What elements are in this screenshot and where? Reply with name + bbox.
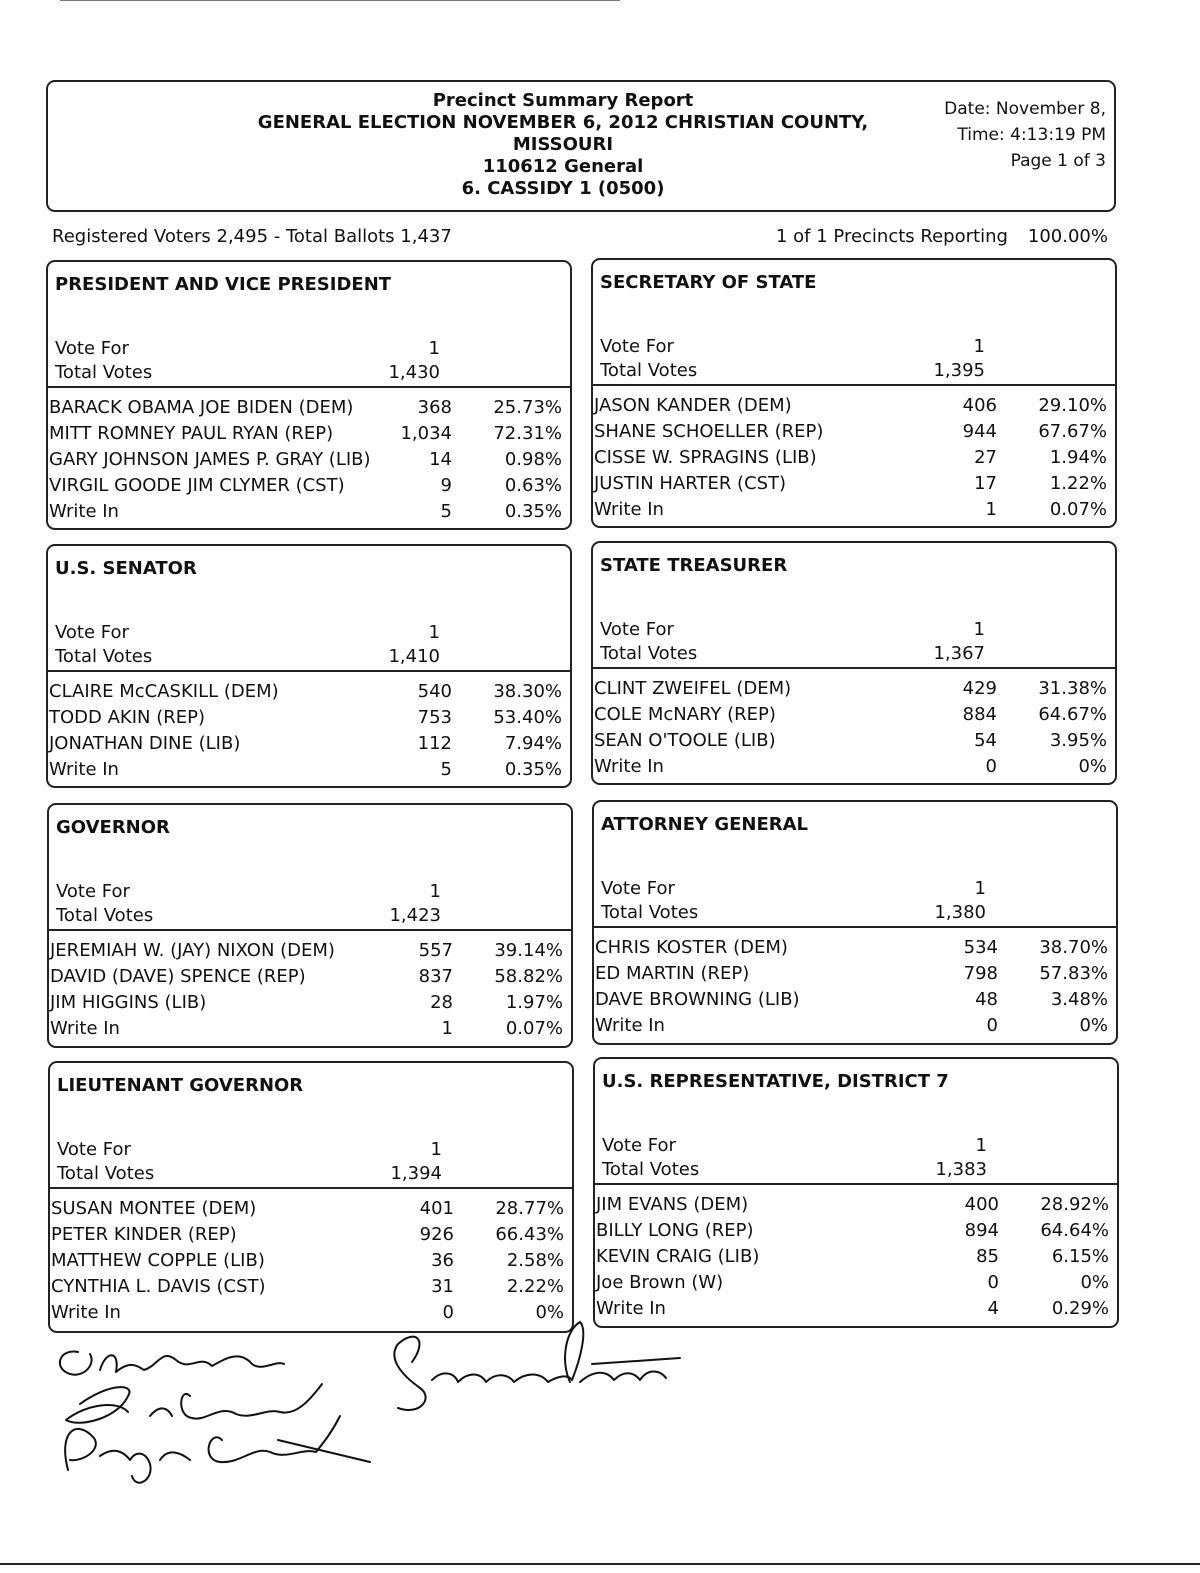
- vote-for-label: Vote For: [600, 619, 674, 640]
- candidate-percent: 0.63%: [504, 475, 562, 496]
- candidate-row: [48, 395, 562, 421]
- scan-edge-line: [60, 0, 620, 1]
- candidate-list: [48, 395, 562, 525]
- candidate-votes: 884: [962, 704, 997, 725]
- vote-for-value: 1: [974, 878, 986, 899]
- vote-for-row: [602, 1134, 987, 1158]
- race-box: [48, 1061, 574, 1333]
- candidate-name: JASON KANDER (DEM): [594, 395, 792, 416]
- candidate-votes: 5: [440, 501, 452, 522]
- signature-marks: [40, 1320, 740, 1520]
- candidate-name: SHANE SCHOELLER (REP): [594, 421, 824, 442]
- total-votes-label: Total Votes: [601, 902, 699, 923]
- vote-for-row: [56, 880, 441, 904]
- total-votes-label: Total Votes: [600, 643, 698, 664]
- candidate-row: [594, 935, 1108, 961]
- race-divider: [48, 670, 570, 672]
- candidate-votes: 1: [985, 499, 997, 520]
- candidate-list: [595, 1192, 1109, 1322]
- total-votes-row: [600, 642, 985, 666]
- report-date: Date: November 8,: [944, 99, 1106, 119]
- report-title: Precinct Summary Report: [432, 90, 694, 111]
- total-votes-value: 1,430: [388, 362, 440, 383]
- candidate-votes: 0: [987, 1272, 999, 1293]
- vote-for-label: Vote For: [600, 336, 674, 357]
- candidate-name: Write In: [595, 1015, 665, 1036]
- total-votes-value: 1,423: [389, 905, 441, 926]
- candidate-name: TODD AKIN (REP): [49, 707, 205, 728]
- race-title: LIEUTENANT GOVERNOR: [57, 1075, 304, 1096]
- total-votes-value: 1,394: [390, 1163, 442, 1184]
- candidate-votes: 400: [964, 1194, 999, 1215]
- candidate-percent: 64.64%: [1040, 1220, 1109, 1241]
- candidate-votes: 54: [974, 730, 997, 751]
- candidate-row: [50, 1222, 564, 1248]
- election-name: GENERAL ELECTION NOVEMBER 6, 2012 CHRISTIAN COUNTY,: [257, 112, 869, 133]
- report-title-block: [188, 90, 938, 200]
- candidate-percent: 0%: [535, 1302, 564, 1323]
- candidate-percent: 0.07%: [505, 1018, 563, 1039]
- race-box: [46, 544, 572, 788]
- total-votes-row: [600, 359, 985, 383]
- candidate-percent: 2.22%: [506, 1276, 564, 1297]
- candidate-row: [49, 964, 563, 990]
- candidate-row: [594, 987, 1108, 1013]
- vote-for-row: [55, 337, 440, 361]
- candidate-percent: 1.97%: [505, 992, 563, 1013]
- vote-for-value: 1: [975, 1135, 987, 1156]
- vote-for-row: [600, 618, 985, 642]
- candidate-list: [594, 935, 1108, 1039]
- race-box: [592, 800, 1118, 1045]
- race-divider: [594, 926, 1116, 928]
- candidate-votes: 894: [964, 1220, 999, 1241]
- total-votes-label: Total Votes: [600, 360, 698, 381]
- candidate-percent: 0.29%: [1051, 1298, 1109, 1319]
- candidate-votes: 36: [431, 1250, 454, 1271]
- vote-for-label: Vote For: [56, 881, 130, 902]
- candidate-row: [593, 702, 1107, 728]
- candidate-name: KEVIN CRAIG (LIB): [596, 1246, 760, 1267]
- candidate-percent: 0%: [1079, 1015, 1108, 1036]
- candidate-votes: 112: [417, 733, 452, 754]
- candidate-row: [50, 1196, 564, 1222]
- candidate-name: CISSE W. SPRAGINS (LIB): [594, 447, 817, 468]
- precinct-name: 6. CASSIDY 1 (0500): [461, 178, 665, 199]
- candidate-percent: 64.67%: [1038, 704, 1107, 725]
- vote-for-label: Vote For: [55, 338, 129, 359]
- candidate-votes: 798: [963, 963, 998, 984]
- race-meta: [55, 621, 440, 669]
- candidate-name: COLE McNARY (REP): [594, 704, 776, 725]
- candidate-name: JIM EVANS (DEM): [596, 1194, 749, 1215]
- vote-for-row: [57, 1138, 442, 1162]
- candidate-percent: 6.15%: [1051, 1246, 1109, 1267]
- candidate-row: [48, 499, 562, 525]
- race-divider: [50, 1187, 572, 1189]
- total-votes-row: [55, 361, 440, 385]
- vote-for-value: 1: [428, 338, 440, 359]
- candidate-name: JUSTIN HARTER (CST): [594, 473, 787, 494]
- candidate-percent: 3.95%: [1049, 730, 1107, 751]
- race-meta: [57, 1138, 442, 1186]
- candidate-votes: 1: [441, 1018, 453, 1039]
- race-meta: [600, 618, 985, 666]
- election-code: 110612 General: [482, 156, 644, 177]
- candidate-list: [593, 393, 1107, 523]
- candidate-votes: 753: [417, 707, 452, 728]
- candidate-name: JIM HIGGINS (LIB): [50, 992, 207, 1013]
- total-votes-label: Total Votes: [56, 905, 154, 926]
- candidate-row: [49, 938, 563, 964]
- candidate-percent: 38.70%: [1039, 937, 1108, 958]
- total-votes-value: 1,410: [388, 646, 440, 667]
- candidate-votes: 401: [419, 1198, 454, 1219]
- race-box: [46, 260, 572, 530]
- candidate-name: SUSAN MONTEE (DEM): [51, 1198, 257, 1219]
- candidate-votes: 0: [985, 756, 997, 777]
- candidate-votes: 14: [429, 449, 452, 470]
- total-votes-row: [601, 901, 986, 925]
- candidate-name: CLINT ZWEIFEL (DEM): [594, 678, 792, 699]
- candidate-name: MITT ROMNEY PAUL RYAN (REP): [49, 423, 334, 444]
- total-votes-label: Total Votes: [602, 1159, 700, 1180]
- candidate-percent: 1.22%: [1049, 473, 1107, 494]
- candidate-name: PETER KINDER (REP): [51, 1224, 237, 1245]
- candidate-name: JEREMIAH W. (JAY) NIXON (DEM): [50, 940, 335, 961]
- candidate-name: Write In: [50, 1018, 120, 1039]
- candidate-list: [50, 1196, 564, 1326]
- candidate-row: [48, 473, 562, 499]
- candidate-percent: 58.82%: [494, 966, 563, 987]
- candidate-votes: 5: [440, 759, 452, 780]
- race-title: GOVERNOR: [56, 817, 170, 838]
- candidate-row: [49, 990, 563, 1016]
- race-divider: [593, 384, 1115, 386]
- total-votes-value: 1,383: [935, 1159, 987, 1180]
- candidate-name: GARY JOHNSON JAMES P. GRAY (LIB): [49, 449, 371, 470]
- race-title: STATE TREASURER: [600, 555, 788, 576]
- candidate-percent: 7.94%: [504, 733, 562, 754]
- candidate-percent: 29.10%: [1038, 395, 1107, 416]
- vote-for-value: 1: [430, 1139, 442, 1160]
- candidate-row: [593, 393, 1107, 419]
- candidate-percent: 3.48%: [1050, 989, 1108, 1010]
- race-divider: [48, 386, 570, 388]
- candidate-percent: 28.92%: [1040, 1194, 1109, 1215]
- race-meta: [55, 337, 440, 385]
- candidate-row: [595, 1270, 1109, 1296]
- precincts-reporting: [776, 226, 1108, 247]
- candidate-row: [48, 705, 562, 731]
- candidate-name: CHRIS KOSTER (DEM): [595, 937, 788, 958]
- candidate-percent: 2.58%: [506, 1250, 564, 1271]
- candidate-row: [49, 1016, 563, 1042]
- candidate-name: Write In: [594, 756, 664, 777]
- candidate-row: [593, 676, 1107, 702]
- candidate-votes: 48: [975, 989, 998, 1010]
- race-box: [47, 803, 573, 1048]
- candidate-votes: 31: [431, 1276, 454, 1297]
- candidate-row: [593, 728, 1107, 754]
- candidate-votes: 944: [962, 421, 997, 442]
- race-meta: [56, 880, 441, 928]
- race-title: U.S. SENATOR: [55, 558, 197, 579]
- candidate-name: CLAIRE McCASKILL (DEM): [49, 681, 279, 702]
- candidate-row: [593, 471, 1107, 497]
- page-number: Page 1 of 3: [1010, 151, 1106, 171]
- report-header: [46, 80, 1116, 212]
- race-title: ATTORNEY GENERAL: [601, 814, 809, 835]
- candidate-percent: 31.38%: [1038, 678, 1107, 699]
- candidate-list: [593, 676, 1107, 780]
- signatures: [40, 1320, 740, 1520]
- candidate-row: [594, 1013, 1108, 1039]
- candidate-row: [595, 1218, 1109, 1244]
- candidate-percent: 39.14%: [494, 940, 563, 961]
- candidate-row: [48, 731, 562, 757]
- candidate-votes: 9: [440, 475, 452, 496]
- race-meta: [602, 1134, 987, 1182]
- candidate-row: [593, 497, 1107, 523]
- candidate-votes: 27: [974, 447, 997, 468]
- candidate-votes: 28: [430, 992, 453, 1013]
- candidate-name: VIRGIL GOODE JIM CLYMER (CST): [49, 475, 345, 496]
- candidate-name: DAVID (DAVE) SPENCE (REP): [50, 966, 306, 987]
- candidate-name: Write In: [596, 1298, 666, 1319]
- candidate-list: [48, 679, 562, 783]
- candidate-row: [50, 1248, 564, 1274]
- race-title: PRESIDENT AND VICE PRESIDENT: [55, 274, 392, 295]
- candidate-name: Joe Brown (W): [596, 1272, 724, 1293]
- total-votes-row: [602, 1158, 987, 1182]
- candidate-row: [593, 754, 1107, 780]
- race-box: [591, 258, 1117, 528]
- total-votes-row: [57, 1162, 442, 1186]
- candidate-votes: 368: [417, 397, 452, 418]
- race-divider: [595, 1183, 1117, 1185]
- total-votes-value: 1,395: [933, 360, 985, 381]
- candidate-votes: 85: [976, 1246, 999, 1267]
- candidate-percent: 0.35%: [504, 759, 562, 780]
- candidate-row: [595, 1192, 1109, 1218]
- candidate-row: [595, 1244, 1109, 1270]
- candidate-row: [48, 421, 562, 447]
- candidate-name: Write In: [49, 759, 119, 780]
- vote-for-value: 1: [973, 336, 985, 357]
- candidate-percent: 72.31%: [493, 423, 562, 444]
- vote-for-value: 1: [973, 619, 985, 640]
- vote-for-label: Vote For: [55, 622, 129, 643]
- candidate-name: BILLY LONG (REP): [596, 1220, 754, 1241]
- vote-for-label: Vote For: [57, 1139, 131, 1160]
- total-votes-row: [55, 645, 440, 669]
- candidate-percent: 53.40%: [493, 707, 562, 728]
- vote-for-label: Vote For: [601, 878, 675, 899]
- race-title: SECRETARY OF STATE: [600, 272, 817, 293]
- candidate-name: JONATHAN DINE (LIB): [49, 733, 241, 754]
- candidate-name: CYNTHIA L. DAVIS (CST): [51, 1276, 266, 1297]
- total-votes-value: 1,380: [934, 902, 986, 923]
- candidate-votes: 429: [962, 678, 997, 699]
- total-votes-label: Total Votes: [55, 646, 153, 667]
- candidate-name: Write In: [594, 499, 664, 520]
- candidate-row: [50, 1274, 564, 1300]
- candidate-votes: 0: [442, 1302, 454, 1323]
- candidate-row: [593, 419, 1107, 445]
- vote-for-value: 1: [429, 881, 441, 902]
- report-meta: [944, 96, 1106, 174]
- vote-for-row: [600, 335, 985, 359]
- total-votes-row: [56, 904, 441, 928]
- vote-for-value: 1: [428, 622, 440, 643]
- candidate-name: BARACK OBAMA JOE BIDEN (DEM): [49, 397, 354, 418]
- precincts-reporting-percent: 100.00%: [1027, 226, 1108, 247]
- page-bottom-edge: [0, 1563, 1200, 1565]
- candidate-row: [593, 445, 1107, 471]
- candidate-votes: 0: [986, 1015, 998, 1036]
- candidate-name: DAVE BROWNING (LIB): [595, 989, 800, 1010]
- candidate-votes: 837: [418, 966, 453, 987]
- candidate-votes: 926: [419, 1224, 454, 1245]
- candidate-percent: 28.77%: [495, 1198, 564, 1219]
- race-divider: [593, 667, 1115, 669]
- candidate-row: [594, 961, 1108, 987]
- vote-for-label: Vote For: [602, 1135, 676, 1156]
- total-votes-value: 1,367: [933, 643, 985, 664]
- candidate-percent: 0.98%: [504, 449, 562, 470]
- total-votes-label: Total Votes: [57, 1163, 155, 1184]
- candidate-votes: 534: [963, 937, 998, 958]
- candidate-percent: 1.94%: [1049, 447, 1107, 468]
- candidate-percent: 38.30%: [493, 681, 562, 702]
- candidate-votes: 1,034: [400, 423, 452, 444]
- candidate-name: Write In: [51, 1302, 121, 1323]
- candidate-list: [49, 938, 563, 1042]
- candidate-percent: 0.35%: [504, 501, 562, 522]
- total-votes-label: Total Votes: [55, 362, 153, 383]
- candidate-percent: 25.73%: [493, 397, 562, 418]
- candidate-name: SEAN O'TOOLE (LIB): [594, 730, 776, 751]
- candidate-percent: 66.43%: [495, 1224, 564, 1245]
- vote-for-row: [601, 877, 986, 901]
- race-meta: [601, 877, 986, 925]
- candidate-row: [595, 1296, 1109, 1322]
- vote-for-row: [55, 621, 440, 645]
- candidate-percent: 0%: [1080, 1272, 1109, 1293]
- election-state: MISSOURI: [512, 134, 614, 155]
- candidate-name: ED MARTIN (REP): [595, 963, 750, 984]
- candidate-percent: 0%: [1078, 756, 1107, 777]
- candidate-row: [48, 679, 562, 705]
- candidate-votes: 4: [987, 1298, 999, 1319]
- candidate-votes: 540: [417, 681, 452, 702]
- candidate-percent: 67.67%: [1038, 421, 1107, 442]
- precincts-reporting-label: 1 of 1 Precincts Reporting: [776, 226, 1008, 247]
- candidate-row: [48, 757, 562, 783]
- race-title: U.S. REPRESENTATIVE, DISTRICT 7: [602, 1071, 949, 1092]
- registered-voters-summary: Registered Voters 2,495 - Total Ballots 1,437: [52, 226, 452, 247]
- candidate-votes: 406: [962, 395, 997, 416]
- candidate-percent: 57.83%: [1039, 963, 1108, 984]
- candidate-votes: 17: [974, 473, 997, 494]
- race-meta: [600, 335, 985, 383]
- race-divider: [49, 929, 571, 931]
- candidate-name: Write In: [49, 501, 119, 522]
- candidate-name: MATTHEW COPPLE (LIB): [51, 1250, 265, 1271]
- candidate-row: [48, 447, 562, 473]
- candidate-votes: 557: [418, 940, 453, 961]
- report-time: Time: 4:13:19 PM: [957, 125, 1106, 145]
- candidate-percent: 0.07%: [1049, 499, 1107, 520]
- race-box: [593, 1057, 1119, 1328]
- race-box: [591, 541, 1117, 785]
